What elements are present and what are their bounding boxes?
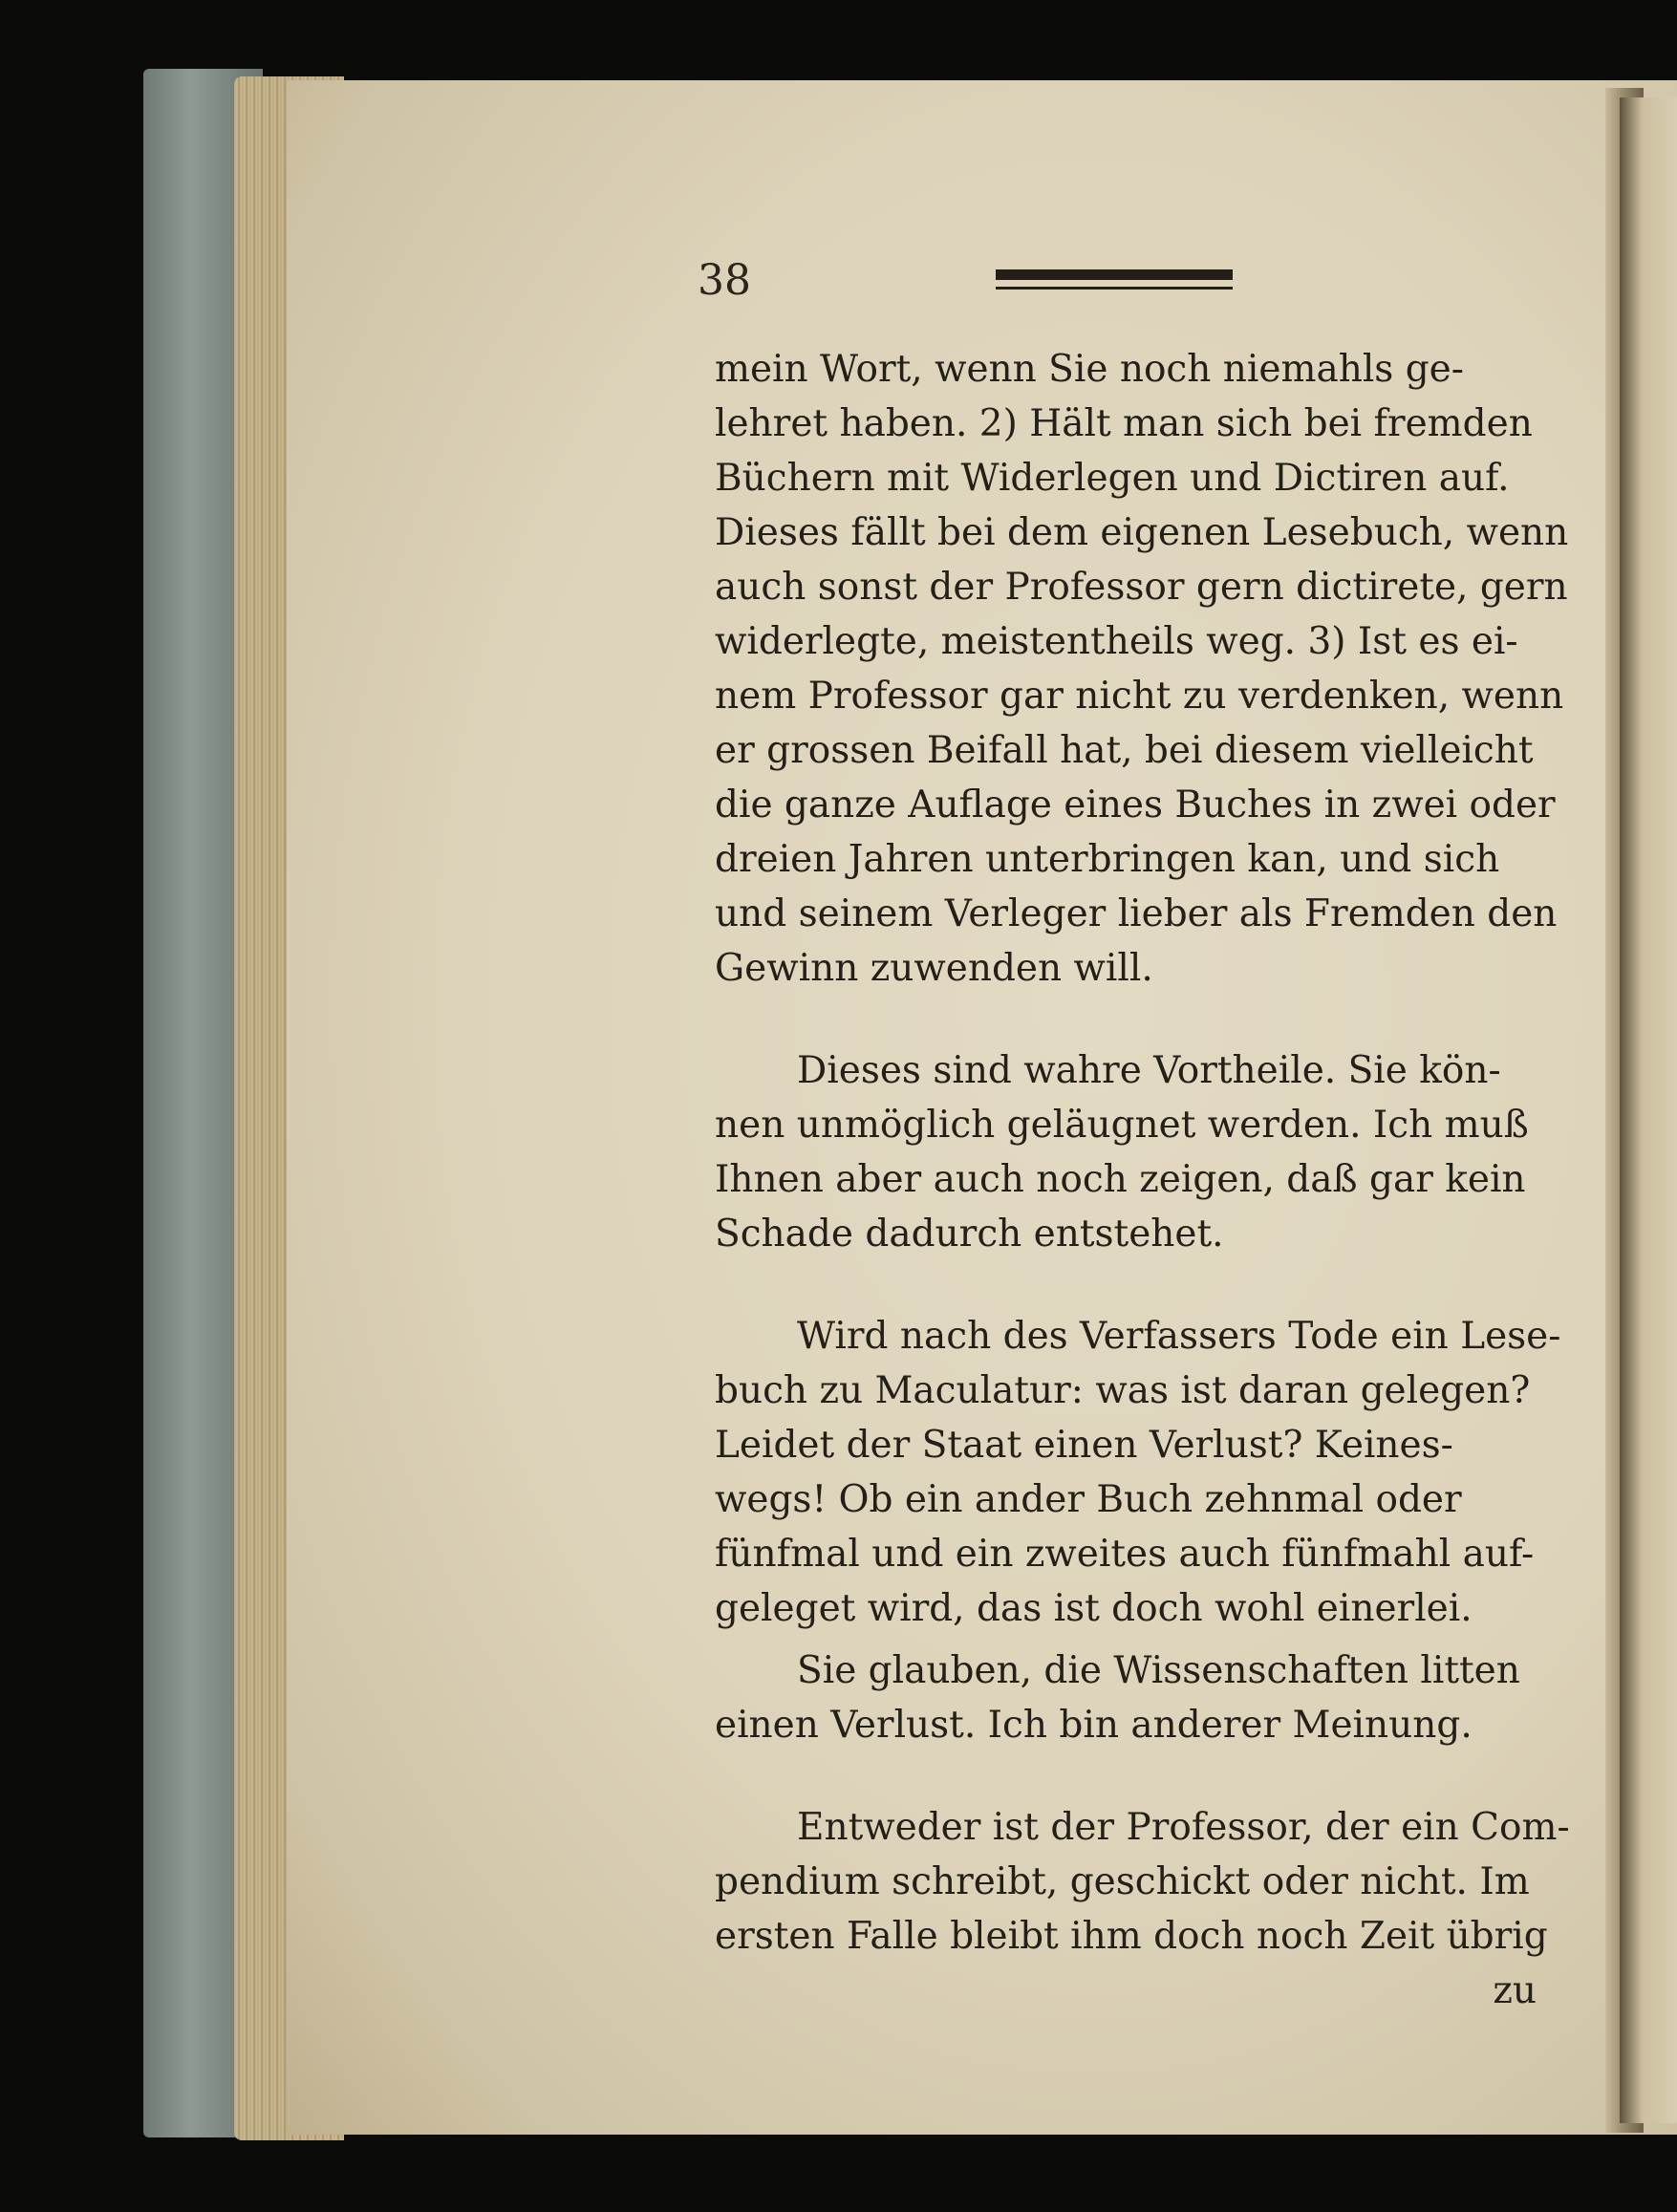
page-header [698, 256, 1233, 313]
catchword: zu [1493, 1969, 1537, 2012]
paragraph-gap [715, 1636, 1546, 1643]
text-line: mein Wort, wenn Sie noch niemahls ge- [715, 348, 1464, 391]
text-line: einen Verlust. Ich bin anderer Meinung. [715, 1704, 1473, 1747]
header-rule-thin [996, 287, 1233, 290]
text-line: nem Professor gar nicht zu verdenken, wenn [715, 675, 1564, 718]
text-line: Ihnen aber auch noch zeigen, daß gar kein [715, 1158, 1526, 1201]
text-line: auch sonst der Professor gern dictirete, gern [715, 566, 1568, 609]
text-line: ersten Falle bleibt ihm doch noch Zeit übrig [715, 1915, 1548, 1958]
text-line: widerlegte, meistentheils weg. 3) Ist es ei- [715, 620, 1518, 663]
header-rule [996, 269, 1233, 280]
paragraph-gap [715, 1261, 1546, 1309]
text-line: und seinem Verleger lieber als Fremden den [715, 892, 1558, 935]
text-line: lehret haben. 2) Hält man sich bei fremden [715, 402, 1533, 445]
paragraph [715, 1800, 1570, 1964]
text-line: Dieses fällt bei dem eigenen Lesebuch, wenn [715, 511, 1569, 554]
paragraph [715, 1643, 1546, 1752]
text-line: nen unmöglich geläugnet werden. Ich muß [715, 1104, 1529, 1147]
text-line: Sie glauben, die Wissenschaften litten [797, 1649, 1520, 1692]
paragraph [715, 1043, 1546, 1261]
text-line: er grossen Beifall hat, bei diesem vielleicht [715, 729, 1534, 772]
text-line: Dieses sind wahre Vortheile. Sie kön- [797, 1049, 1501, 1092]
text-line: Leidet der Staat einen Verlust? Keines- [715, 1424, 1453, 1467]
page-number: 38 [698, 256, 751, 305]
paragraph-gap [715, 996, 1546, 1043]
text-line: geleget wird, das ist doch wohl einerlei. [715, 1587, 1473, 1630]
paragraph-gap [715, 1752, 1546, 1800]
paragraph [715, 342, 1569, 996]
paragraph [715, 1309, 1561, 1636]
text-line: Wird nach des Verfassers Tode ein Lese- [797, 1315, 1561, 1358]
text-line: die ganze Auflage eines Buches in zwei oder [715, 784, 1556, 827]
text-block [715, 342, 1570, 2018]
text-line: Büchern mit Widerlegen und Dictiren auf. [715, 457, 1510, 500]
text-line: Schade dadurch entstehet. [715, 1213, 1224, 1256]
text-line: fünfmal und ein zweites auch fünfmahl auf- [715, 1533, 1535, 1576]
text-line: wegs! Ob ein ander Buch zehnmal oder [715, 1478, 1462, 1521]
text-line: dreien Jahren unterbringen kan, und sich [715, 838, 1500, 881]
text-line: Gewinn zuwenden will. [715, 947, 1153, 990]
text-line: Entweder ist der Professor, der ein Com- [797, 1806, 1570, 1849]
facing-page-edge [1620, 97, 1677, 2123]
text-line: buch zu Maculatur: was ist daran gelegen? [715, 1369, 1531, 1412]
text-line: pendium schreibt, geschickt oder nicht. Im [715, 1860, 1530, 1903]
